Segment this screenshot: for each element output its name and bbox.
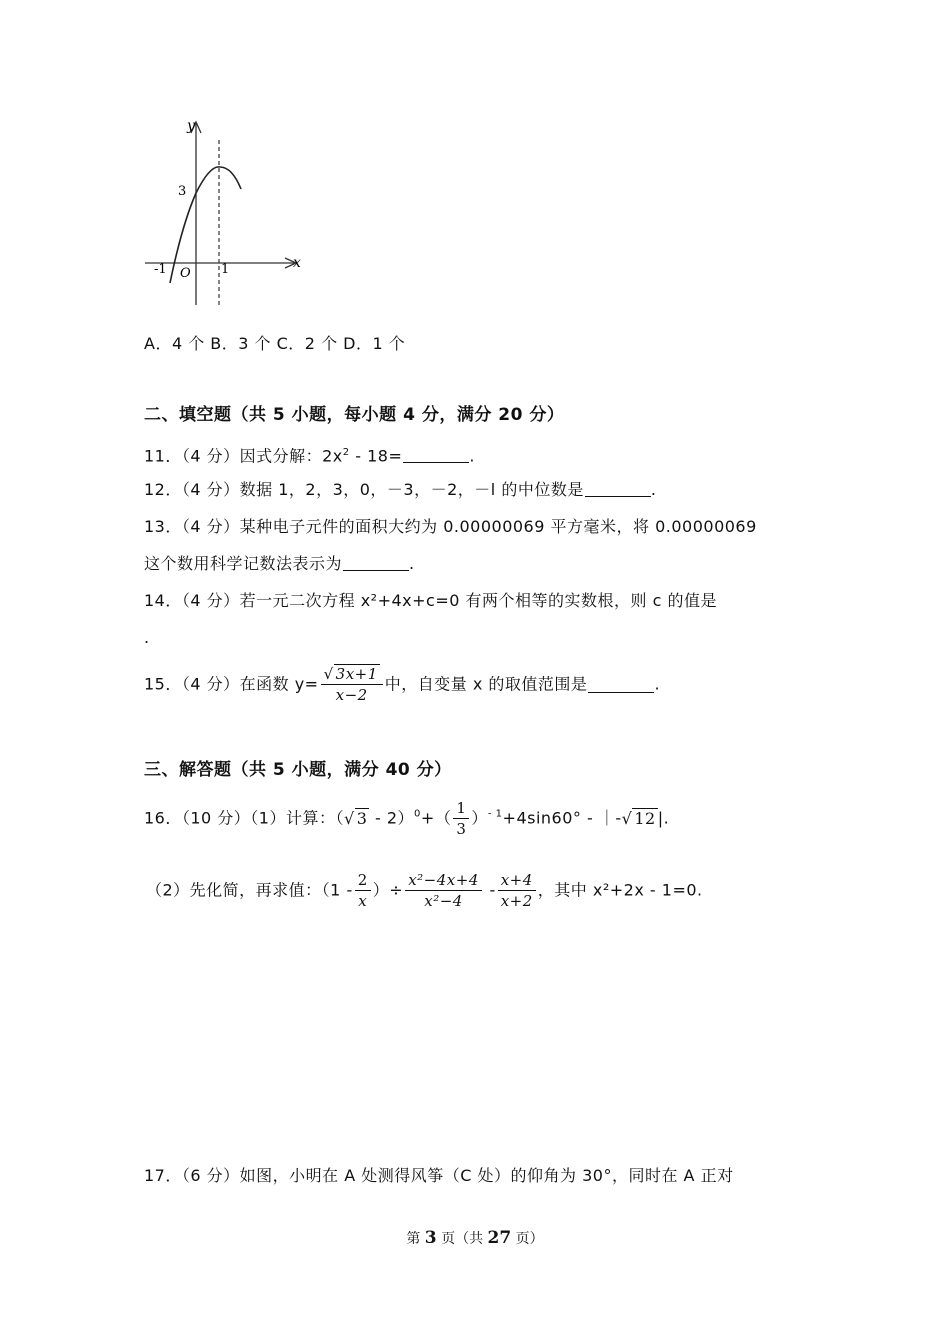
q16b-fraction3: $\frac{x+4}{x+2}$ [498,870,536,911]
q16-mid1: - 2） [369,808,415,828]
question-11: 11．（4 分）因式分解：$2x^2 - 18=$ . [144,446,475,466]
tick-label-1: 1 [221,262,230,277]
q16-sup-neg1: - 1 [487,808,503,820]
q16-plus: +（ [420,808,452,828]
q16b-pre: （2）先化简，再求值：（1 - [146,880,353,900]
question-13-line1: 13．（4 分）某种电子元件的面积大约为 0.00000069 平方毫米，将 0.00000069 [144,517,757,536]
q11-sup: 2 [342,447,350,458]
question-14: 14．（4 分）若一元二次方程 x²+4x+c=0 有两个相等的实数根，则 c 的值是 [144,591,717,610]
q15-post: 中，自变量 x 的取值范围是 [384,674,588,694]
q16-sup0: 0 [414,808,421,820]
q16-close: ） [471,808,488,828]
q16b-post: ，其中 x²+2x - 1=0. [537,880,703,900]
q15-numerator [321,664,383,685]
question-13-line2: 这个数用科学记数法表示为 . [144,554,415,573]
q16b-mid: ）÷ [372,880,404,900]
q11-tail: - 18= [349,446,403,466]
question-14-dot: . [144,628,150,647]
q15-denominator: x−2 [335,686,368,704]
question-12: 12．（4 分）数据 1，2，3，0，－3，－2，－l 的中位数是 . [144,480,657,499]
q15-fraction [321,664,383,705]
sqrt3: √ 3 [344,808,368,828]
x-axis-label: x [293,255,301,271]
q15-pre: 15．（4 分）在函数 y= [144,674,319,694]
origin-label: O [180,266,191,281]
answer-options: A．4 个 B．3 个 C．2 个 D．1 个 [144,334,406,353]
total-page-number: 27 [487,1228,512,1248]
question-15: 15．（4 分）在函数 y= $\frac{√ 3x+1}{x-2}$ 中，自变量 x 的取值范围是 . [144,665,661,704]
q13-text: 这个数用科学记数法表示为 [144,554,343,573]
q16b-fraction2: $\frac{\text{x²−4x+4}}{\text{x²−4}}$ [405,870,482,911]
q16-end: |. [657,808,670,828]
tick-label-neg1: -1 [154,262,167,277]
sqrt-symbol: √ 3x+1 [323,665,378,683]
current-page-number: 3 [424,1228,437,1248]
question-16-part1 [144,798,669,839]
parabola-graph [140,115,310,310]
page-footer: 第 3 页（共 27 页） [406,1228,544,1248]
section3-heading: 三、解答题（共 5 小题，满分 40 分） [144,760,452,780]
y-axis-label: y [187,118,195,134]
q16b-fraction1: $\frac{2}{x}$ [355,870,371,911]
q15-blank[interactable] [588,677,654,693]
sqrt12: √ 12 [621,808,656,828]
q12-blank[interactable] [585,481,651,497]
q13-blank[interactable] [343,555,409,571]
q11-blank[interactable] [403,447,469,463]
q16-fraction: $\frac{1}{3}$ [453,798,469,839]
q11-text: 11．（4 分）因式分解：2x [144,446,343,466]
question-16-part2 [146,870,703,911]
question-17: 17．（6 分）如图，小明在 A 处测得风筝（C 处）的仰角为 30°，同时在 A 正对 [144,1166,734,1185]
q16b-minus: - [483,880,496,900]
section2-heading: 二、填空题（共 5 小题，每小题 4 分，满分 20 分） [144,405,565,425]
q16-pre: 16．（10 分）（1）计算：（ [144,808,344,828]
q16-mid2: +4sin60° - ｜- [502,808,622,828]
q12-text: 12．（4 分）数据 1，2，3，0，－3，－2，－l 的中位数是 [144,480,584,499]
tick-label-3: 3 [178,184,187,199]
